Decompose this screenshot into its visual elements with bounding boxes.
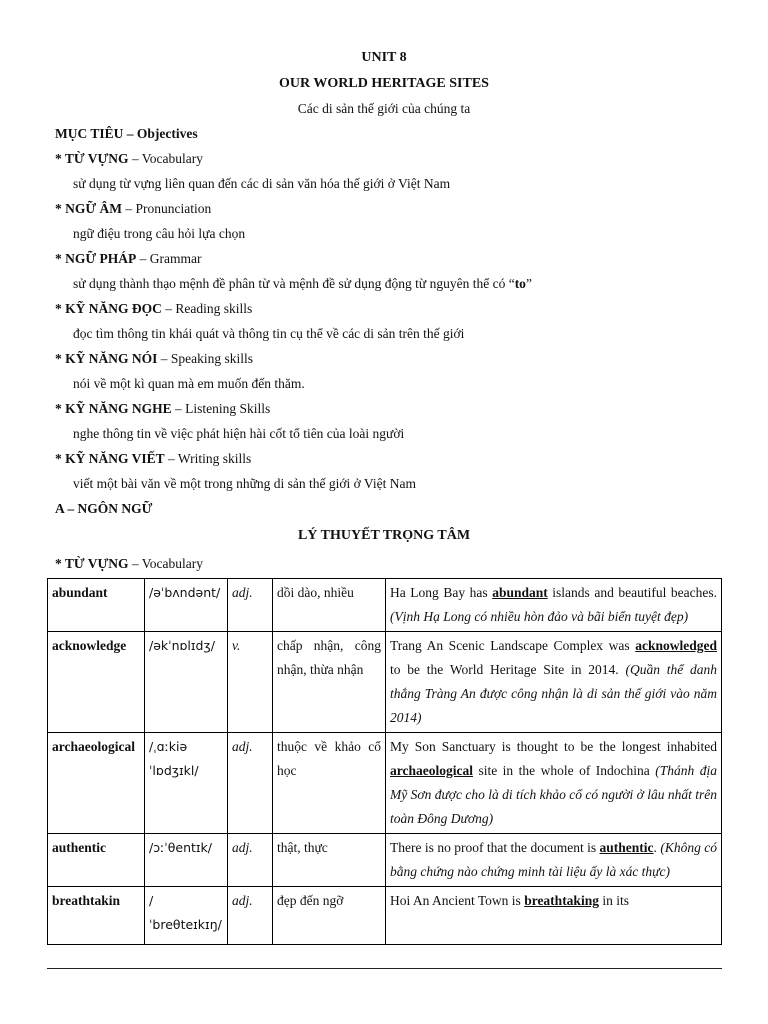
objective-desc-text: sử dụng thành thạo mệnh đề phân từ và mệnh đề sử dụng động từ nguyên thể có “ <box>73 276 515 291</box>
vocab-word: abundant <box>48 579 145 632</box>
vocab-pos: v. <box>228 632 273 733</box>
vocab-example <box>386 733 722 834</box>
dash: – <box>126 126 134 141</box>
objective-item <box>55 146 735 171</box>
objective-label-vi: * KỸ NĂNG ĐỌC <box>55 301 162 316</box>
objective-desc: ngữ điệu trong câu hỏi lựa chọn <box>73 226 246 241</box>
example-keyword: archaeological <box>390 763 473 778</box>
objective-label-vi: * TỪ VỰNG <box>55 151 129 166</box>
vocab-meaning: thuộc về khảo cổ học <box>273 733 386 834</box>
objective-item <box>55 246 735 271</box>
dash: – <box>160 351 168 366</box>
dash: – <box>165 301 172 316</box>
unit-number: UNIT 8 <box>361 50 407 65</box>
table-row <box>48 733 722 834</box>
example-text: Ha Long Bay has <box>390 585 493 600</box>
vocab-meaning: thật, thực <box>273 834 386 887</box>
vocab-word: authentic <box>48 834 145 887</box>
vocab-meaning: đẹp đến ngỡ <box>273 887 386 945</box>
example-keyword: abundant <box>492 585 548 600</box>
objective-label-en: Pronunciation <box>135 201 212 216</box>
example-translation: (Thánh địa Mỹ Sơn được cho là di tích khảo cổ có người ở lâu nhất trên toàn Đông Dương) <box>390 763 717 826</box>
objectives-heading <box>55 121 735 146</box>
vocab-ipa: /əkˈnɒlɪdʒ/ <box>145 632 228 733</box>
theory-title: LÝ THUYẾT TRỌNG TÂM <box>297 528 471 543</box>
vocab-heading-vi: * TỪ VỰNG <box>55 556 129 571</box>
table-row <box>48 887 722 945</box>
example-keyword: acknowledged <box>635 638 717 653</box>
objective-desc-text: ” <box>525 276 532 291</box>
vocab-meaning: dồi dào, nhiều <box>273 579 386 632</box>
vocab-word: archaeological <box>48 733 145 834</box>
vocab-pos: adj. <box>228 733 273 834</box>
vocab-heading <box>55 551 735 576</box>
vocabulary-table <box>47 578 722 945</box>
example-text: My Son Sanctuary is thought to be the longest inhabited <box>390 739 717 754</box>
example-text: in its <box>598 893 629 908</box>
objective-label-vi: * KỸ NĂNG NÓI <box>55 351 158 366</box>
dash: – <box>125 201 133 216</box>
objective-desc: đọc tìm thông tin khái quát và thông tin cụ thể về các di sản trên thế giới <box>73 326 465 341</box>
vocab-example <box>386 834 722 887</box>
dash: – <box>168 451 175 466</box>
example-text: islands and beautiful beaches. <box>547 585 718 600</box>
unit-subtitle: Các di sản thế giới của chúng ta <box>297 101 471 116</box>
example-translation: (Quần thể danh thắng Tràng An được công nhận là di sản thế giới vào năm 2014) <box>390 662 717 725</box>
example-text: Trang An Scenic Landscape Complex was <box>390 638 636 653</box>
vocab-word: acknowledge <box>48 632 145 733</box>
objective-label-en: Speaking skills <box>170 351 254 366</box>
objective-label-vi: * KỸ NĂNG NGHE <box>55 401 172 416</box>
example-translation: (Vịnh Hạ Long có nhiều hòn đảo và bãi biển tuyệt đẹp) <box>390 609 689 624</box>
objective-item <box>55 296 735 321</box>
vocab-example <box>386 632 722 733</box>
vocab-pos: adj. <box>228 887 273 945</box>
vocab-example <box>386 887 722 945</box>
table-row <box>48 632 722 733</box>
unit-title: OUR WORLD HERITAGE SITES <box>279 76 489 91</box>
vocab-word: breathtakin <box>48 887 145 945</box>
objective-desc <box>55 271 735 296</box>
objective-label-en: Reading skills <box>175 301 253 316</box>
vocab-pos: adj. <box>228 579 273 632</box>
example-translation: (Không có bằng chứng nào chứng minh tài liệu ấy là xác thực) <box>390 840 718 879</box>
example-text: to be the World Heritage Site in 2014. <box>390 662 626 677</box>
vocab-ipa: /ˌɑːkiə ˈlɒdʒɪkl/ <box>145 733 228 834</box>
example-text: Hoi An Ancient Town is <box>390 893 525 908</box>
objectives-heading-vi: MỤC TIÊU <box>55 126 124 141</box>
vocab-ipa: /əˈbʌndənt/ <box>145 579 228 632</box>
objective-item <box>55 346 735 371</box>
example-keyword: authentic <box>599 840 654 855</box>
example-text: There is no proof that the document is <box>390 840 600 855</box>
objective-label-en: Writing skills <box>177 451 252 466</box>
vocab-ipa: /ɔːˈθentɪk/ <box>145 834 228 887</box>
example-keyword: breathtaking <box>524 893 599 908</box>
vocab-meaning: chấp nhận, công nhận, thừa nhận <box>273 632 386 733</box>
vocab-heading-en: Vocabulary <box>141 556 204 571</box>
objective-item <box>55 446 735 471</box>
vocab-pos: adj. <box>228 834 273 887</box>
objective-label-en: Vocabulary <box>141 151 204 166</box>
table-row <box>48 834 722 887</box>
dash: – <box>131 151 139 166</box>
objective-desc: viết một bài văn về một trong những di sản thế giới ở Việt Nam <box>73 476 416 491</box>
example-text: site in the whole of Indochina <box>472 763 656 778</box>
example-text: . <box>653 840 661 855</box>
dash: – <box>175 401 182 416</box>
footer-divider <box>47 968 722 969</box>
objective-desc: nghe thông tin về việc phát hiện hài cốt tổ tiên của loài người <box>73 426 405 441</box>
objective-label-vi: * NGỮ PHÁP <box>55 251 137 266</box>
objective-item <box>55 196 735 221</box>
objective-label-vi: * KỸ NĂNG VIẾT <box>55 451 165 466</box>
dash: – <box>131 556 139 571</box>
dash: – <box>139 251 147 266</box>
objective-label-vi: * NGỮ ÂM <box>55 201 122 216</box>
objective-label-en: Grammar <box>149 251 202 266</box>
vocab-ipa: /ˈbreθteɪkɪŋ/ <box>145 887 228 945</box>
objective-desc: sử dụng từ vựng liên quan đến các di sản văn hóa thế giới ở Việt Nam <box>73 176 451 191</box>
objectives-section <box>55 121 735 521</box>
vocab-example <box>386 579 722 632</box>
table-row <box>48 579 722 632</box>
objective-desc: nói về một kì quan mà em muốn đến thăm. <box>73 376 305 391</box>
objective-desc-bold: to <box>514 276 526 291</box>
objective-item <box>55 396 735 421</box>
objective-label-en: Listening Skills <box>185 401 271 416</box>
section-a-heading: A – NGÔN NGỮ <box>55 501 153 516</box>
objectives-heading-en: Objectives <box>136 126 198 141</box>
